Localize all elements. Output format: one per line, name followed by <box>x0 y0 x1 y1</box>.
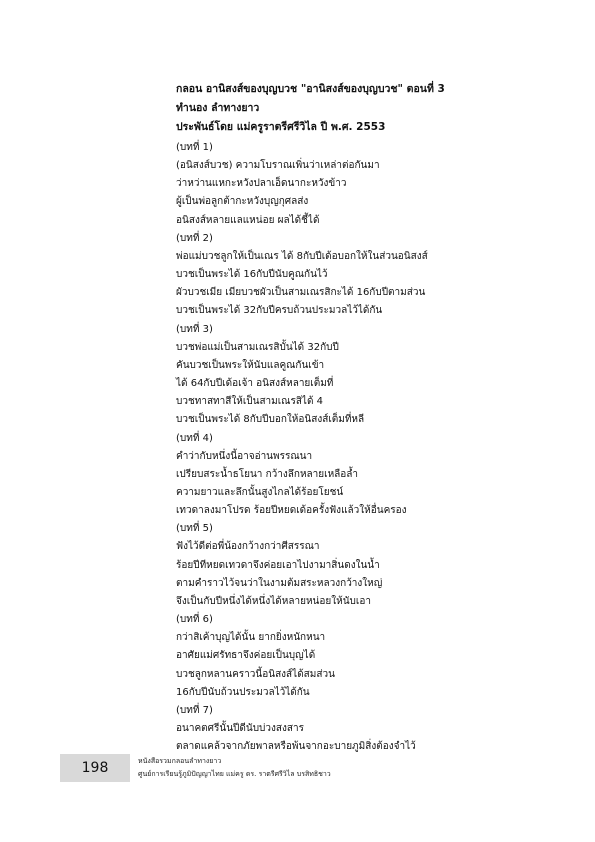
poem-line: (บทที่ 7) <box>176 704 213 716</box>
poem-line: (บทที่ 4) <box>176 432 213 444</box>
poem-line: 16กับปีนับถ้วนประมวลไว้ได้กัน <box>176 686 310 698</box>
poem-line: บวชเป็นพระได้ 8กับปีบอกให้อนิสงส์เต็มที่หลี <box>176 414 365 426</box>
poem-line: ได้ 64กับปีเด้อเจ้า อนิสงส์หลายเต็มที่ <box>176 378 334 390</box>
poem-line: กว่าสิเค้าบุญได้นั้น ยากยิ่งหนักหนา <box>176 632 326 644</box>
poem-line: คำว่ากับหนึ่งนี้อาจอ่านพรรณนา <box>176 450 313 462</box>
poem-line: ผัวบวชเมีย เมียบวชผัวเป็นสามเณรสิกะได้ 16กับปีตามส่วน <box>176 287 426 299</box>
poem-body <box>176 139 476 756</box>
poem-line: (บทที่ 6) <box>176 614 213 626</box>
poem-line: ฟังไว้ดีต่อพี่น้องกว้างกว่าศีสรรณา <box>176 541 320 553</box>
poem-line: อาศัยแม่ศรัทธาจึงค่อยเป็นบุญได้ <box>176 650 316 662</box>
page-number-box <box>60 754 130 782</box>
poem-line: ความยาวและลึกนั้นสูงไกลได้ร้อยโยชน์ <box>176 486 344 498</box>
poem-author: ประพันธ์โดย แม่ครูราตรีศรีวิไล ปี พ.ศ. 2553 <box>176 121 386 133</box>
footer-book-title: หนังสือรวมกลอนลำทางยาว <box>138 757 222 765</box>
footer-learning-center: ศูนย์การเรียนรู้ภูมิปัญญาไทย แม่ครู ดร. ราตรีศรีวิไล บรสิทธิชาว <box>138 770 331 778</box>
poem-line: เปรียบสระน้ำธโยนา กว้างลึกหลายเหลือล้ำ <box>176 468 359 480</box>
poem-line: บวชลูกหลานคราวนี้อนิสงส์ได้สมส่วน <box>176 668 335 680</box>
poem-content <box>176 80 476 756</box>
poem-line: ว่าหว่านแหกะหวังปลาเอ็ดนากะหวังข้าว <box>176 178 347 190</box>
poem-line: ตามคำราวไว้จนว่าในงามต้มสระหลวงกว้างใหญ่ <box>176 577 383 589</box>
poem-line: บวชเป็นพระได้ 16กับปีนับคูณกันไว้ <box>176 269 328 281</box>
poem-title: กลอน อานิสงส์ของบุญบวช "อานิสงส์ของบุญบวช" ตอนที่ 3 <box>176 83 445 95</box>
poem-line: บวชพ่อแม่เป็นสามเณรสิบั้นได้ 32กับปี <box>176 341 339 353</box>
poem-line: พ่อแม่บวชลูกให้เป็นเณร ได้ 8กับปีเด้อบอกให้ในส่วนอนิสงส์ <box>176 250 428 262</box>
poem-melody: ทำนอง ลำทางยาว <box>176 102 260 114</box>
poem-line: ตลาดแคล้วจากภัยพาลหรือพ้นจากอะบายภูมิสิ่งต้องจำไว้ <box>176 741 416 753</box>
poem-line: (บทที่ 1) <box>176 142 213 153</box>
poem-line: ผู้เป็นพ่อลูกต้ากะหวังบุญกุศลส่ง <box>176 196 309 208</box>
poem-line: (บทที่ 5) <box>176 523 213 535</box>
poem-line: บวชเป็นพระได้ 32กับปีครบถ้วนประมวลไว้ได้กัน <box>176 305 383 317</box>
poem-line: บวชทาสทาสีให้เป็นสามเณรสิได้ 4 <box>176 396 323 408</box>
poem-line: เทวดาลงมาโปรด ร้อยปีหยดเด้อครั้งฟังแล้วให้อื่นครอง <box>176 505 407 517</box>
poem-line: คันบวชเป็นพระให้นับแลคูณกันเข้า <box>176 359 325 371</box>
poem-line: อนิสงส์หลายแลแหน่อย ผลได้ชี้ได้ <box>176 214 320 226</box>
page-footer <box>138 755 331 781</box>
poem-line: จึงเป็นกับปีหนึ่งได้หนึ่งได้หลายหน่อยให้นับเอา <box>176 595 371 607</box>
poem-line: (อนิสงส์บวช) ความโบราณเพิ่นว่าเหล่าต่อกันมา <box>176 160 380 172</box>
poem-line: (บทที่ 2) <box>176 232 213 244</box>
poem-line: ร้อยปีทีหยดเทวดาจึงค่อยเอาไปงามาสิ่นดงในน้ำ <box>176 559 380 571</box>
poem-line: อนาคตศรีนั้นปีดีนับบ่วงสงสาร <box>176 723 304 734</box>
poem-line: (บทที่ 3) <box>176 323 213 335</box>
page-number: 198 <box>81 760 109 776</box>
